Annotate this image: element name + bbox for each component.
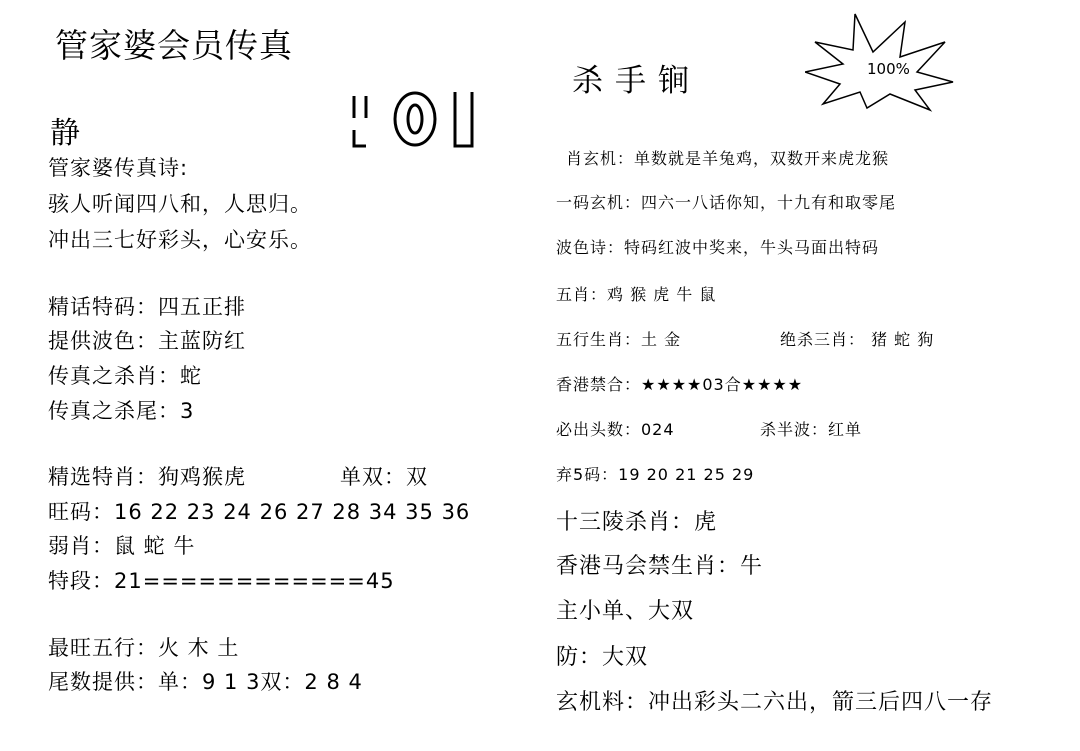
tail-numbers: 尾数提供：单：9 1 3双：2 8 4	[48, 670, 363, 694]
killer-title: 杀手锏	[572, 63, 701, 99]
subtitle: 静	[50, 116, 80, 151]
kill-tail: 传真之杀尾：3	[48, 399, 195, 423]
kill-half-wave: 杀半波：红单	[760, 420, 863, 439]
must-head: 必出头数：024	[556, 420, 675, 439]
kill-zodiac: 传真之杀肖：蛇	[48, 364, 202, 388]
hk-forbidden-combo: 香港禁合：★★★★03合★★★★	[556, 375, 804, 394]
badge-burst-icon	[805, 12, 955, 112]
main-pick: 主小单、大双	[556, 599, 695, 624]
page-title: 管家婆会员传真	[55, 26, 293, 65]
poem-line-1: 骇人听闻四八和，人思归。	[48, 192, 312, 216]
thirteen-tombs: 十三陵杀肖：虎	[556, 510, 718, 535]
guard-pick: 防：大双	[556, 645, 649, 670]
poem-line-2: 冲出三七好彩头，心安乐。	[48, 228, 312, 252]
five-zodiac: 五肖：鸡 猴 虎 牛 鼠	[556, 285, 717, 304]
selected-zodiac: 精选特肖：狗鸡猴虎	[48, 465, 246, 489]
badge-text: 100%	[867, 60, 910, 78]
discard-five: 弃5码：19 20 21 25 29	[556, 465, 755, 484]
riddle: 玄机料：冲出彩头二六出，箭三后四八一存	[556, 690, 994, 715]
hk-jockey-club: 香港马会禁生肖：牛	[556, 554, 764, 579]
five-elements: 最旺五行：火 木 土	[48, 636, 240, 660]
hot-numbers: 旺码：16 22 23 24 26 27 28 34 35 36	[48, 500, 471, 524]
jinghua-tema: 精话特码：四五正排	[48, 295, 246, 319]
bose-tip: 提供波色：主蓝防红	[48, 329, 246, 353]
bose-poem: 波色诗：特码红波中奖来，牛头马面出特码	[556, 238, 880, 257]
xiao-xuanji: 肖玄机：单数就是羊兔鸡，双数开来虎龙猴	[566, 149, 890, 168]
special-range: 特段：21============45	[48, 569, 395, 593]
issue-number	[350, 88, 480, 150]
odd-even: 单双：双	[340, 465, 428, 489]
yima-xuanji: 一码玄机：四六一八话你知，十九有和取零尾	[556, 193, 897, 212]
poem-title: 管家婆传真诗:	[48, 156, 189, 180]
absolute-kill: 绝杀三肖： 猪 蛇 狗	[780, 330, 935, 349]
weak-zodiac: 弱肖：鼠 蛇 牛	[48, 534, 196, 558]
five-element-zodiac: 五行生肖：土 金	[556, 330, 682, 349]
